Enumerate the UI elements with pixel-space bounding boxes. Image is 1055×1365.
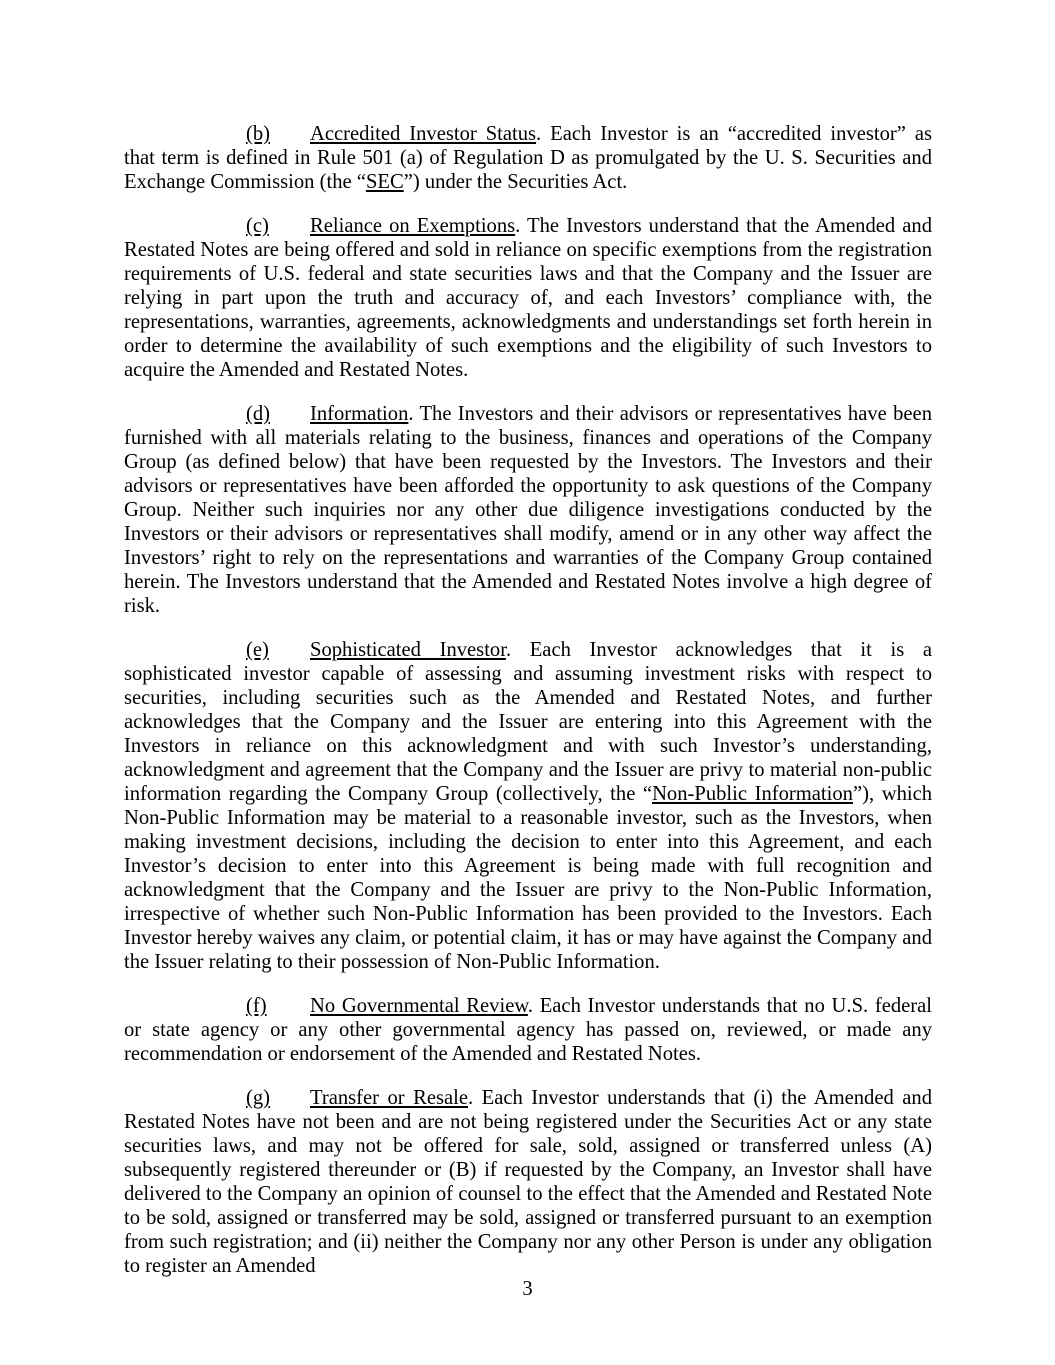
- paragraph-label-tab: [246, 402, 310, 426]
- underlined-term: Non-Public Information: [652, 783, 853, 805]
- paragraph-label: (b): [246, 123, 271, 145]
- body-text: ”), which Non-Public Information may be material to a reasonable investor, such as the Investors, when making investment decisions, including the decision to enter into this Agreement, and each Investor’s decision to enter into this Agreement is being made with full recognition and acknowledgment that the Company and the Issuer are privy to the Non-Public Information, irrespective of whether such Non-Public Information has been provided to the Investors. Each Investor hereby waives any claim, or potential claim, it has or may have against the Company and the Issuer relating to their possession of Non-Public Information.: [124, 783, 933, 973]
- body-text: ”) under the Securities Act.: [403, 171, 628, 193]
- paragraph-heading: No Governmental Review: [310, 995, 528, 1017]
- paragraph-label-tab: [246, 994, 310, 1018]
- body-text: . The Investors and their advisors or representatives have been furnished with all materials relating to the business, finances and operations of the Company Group (as defined below) that have been requested by the Investors. The Investors and their advisors or representatives have been afforded the opportunity to ask questions of the Company Group. Neither such inquiries nor any other due diligence investigations conducted by the Investors or their advisors or representatives shall modify, amend or in any other way affect the Investors’ right to rely on the representations and warranties of the Company Group contained herein. The Investors understand that the Amended and Restated Notes involve a high degree of risk.: [124, 403, 932, 617]
- body-text: . Each Investor understands that (i) the Amended and Restated Notes have not been and are not being registered under the Securities Act or any state securities laws, and may not be offered for sale, sold, assigned or transferred unless (A) subsequently registered thereunder or (B) if requested by the Company, an Investor shall have delivered to the Company an opinion of counsel to the effect that the Amended and Restated Note to be sold, assigned or transferred may be sold, assigned or transferred pursuant to an exemption from such registration; and (ii) neither the Company nor any other Person is under any obligation: [124, 1087, 932, 1253]
- paragraph-heading: Sophisticated Investor: [310, 639, 506, 661]
- paragraph-g: [124, 1086, 932, 1278]
- paragraph-heading: Transfer or Resale: [310, 1087, 468, 1109]
- paragraph-label: (g): [246, 1087, 271, 1109]
- paragraph-heading: Information: [310, 403, 409, 425]
- paragraph-label-tab: [246, 1086, 310, 1110]
- underlined-term: SEC: [365, 171, 404, 193]
- paragraph-label: (e): [246, 639, 269, 661]
- paragraph-label: (f): [246, 995, 267, 1017]
- body-text: . The Investors understand that the Amended and Restated Notes are being offered and sold in reliance on specific exemptions from the registration requirements of U.S. federal and state securities laws and that the Company and the Issuer are relying in part upon the truth and accuracy of, and each Investors’ compliance with, the representations, warranties, agreements, acknowledgments and understandings set forth herein in order to determine the availability of such exemptions and the eligibility of such Investors to acquire the Amended and Restated Notes.: [124, 215, 932, 381]
- paragraph-heading: Accredited Investor Status: [310, 123, 537, 145]
- paragraph-label: (d): [246, 403, 271, 425]
- paragraph-heading: Reliance on Exemptions: [310, 215, 516, 237]
- body-text: to register an Amended: [124, 1255, 316, 1277]
- body-text: . Each Investor is an “accredited investor” as that term is defined in Rule 501 (a) of Regulation D as promulgated by the U. S. Securities and Exchange Commission (the “: [124, 123, 932, 193]
- paragraph-f: [124, 994, 932, 1066]
- paragraph-label-tab: [246, 638, 310, 662]
- body-text: . Each Investor acknowledges that it is a sophisticated investor capable of assessing and assuming investment risks with respect to securities, including securities such as the Amended and Restated Notes, and further acknowledges that the Company and the Issuer are entering into this Agreement with the Investors in reliance on this acknowledgment and with such Investor’s understanding, acknowledgment and agreement that the Company and the Issuer are privy to material non-public information regarding the Company Group (collectively, the “: [124, 639, 932, 805]
- page-number: 3: [522, 1278, 533, 1300]
- paragraph-label-tab: [246, 214, 310, 238]
- paragraph-label: (c): [246, 215, 269, 237]
- document-body: [124, 122, 932, 1298]
- paragraph-d: [124, 402, 932, 618]
- paragraph-b: [124, 122, 932, 194]
- paragraph-e: [124, 638, 932, 974]
- paragraph-c: [124, 214, 932, 382]
- paragraph-label-tab: [246, 122, 310, 146]
- body-text: . Each Investor understands that no U.S. federal or state agency or any other governmental agency has passed on, reviewed, or made any recommendation or endorsement of the Amended and Restated Notes.: [124, 995, 932, 1065]
